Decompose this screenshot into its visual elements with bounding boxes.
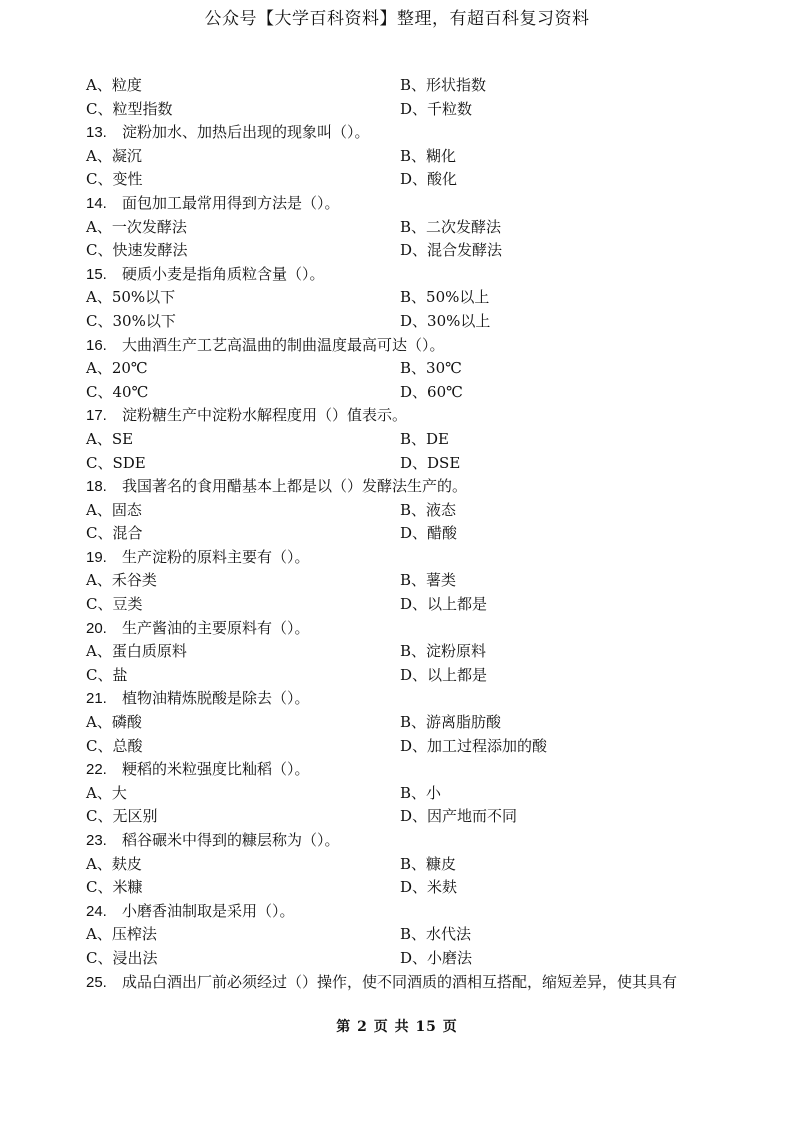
- option: D、DSE: [400, 453, 461, 472]
- option: B、DE: [400, 429, 449, 448]
- option-row: [86, 357, 726, 381]
- option: D、加工过程添加的酸: [400, 736, 548, 755]
- option-row: [86, 923, 726, 947]
- question-number: 15.: [86, 265, 107, 283]
- question-text: 稻谷碾米中得到的糠层称为（）。: [122, 831, 340, 849]
- question: [86, 404, 726, 428]
- option: B、淀粉原料: [400, 642, 487, 661]
- question-number: 18.: [86, 478, 107, 496]
- option-row: [86, 782, 726, 806]
- question: [86, 334, 726, 358]
- question: [86, 192, 726, 216]
- question: [86, 687, 726, 711]
- question-text: 淀粉糖生产中淀粉水解程度用（）值表示。: [122, 406, 408, 425]
- option: A、禾谷类: [86, 571, 157, 590]
- option: B、二次发酵法: [400, 217, 502, 236]
- option: D、酸化: [400, 170, 458, 189]
- option-row: [86, 853, 726, 877]
- question-text: 生产酱油的主要原料有（）。: [122, 618, 310, 637]
- option: A、粒度: [86, 76, 142, 94]
- option: D、醋酸: [400, 524, 458, 543]
- option: C、米糠: [86, 878, 143, 897]
- question: [86, 971, 726, 995]
- question: [86, 758, 726, 782]
- option: D、米麸: [400, 878, 458, 897]
- option: C、盐: [86, 665, 128, 684]
- option: A、压榨法: [86, 925, 157, 944]
- option: A、麸皮: [86, 854, 142, 873]
- option: C、豆类: [86, 595, 143, 614]
- question-text: 植物油精炼脱酸是除去（）。: [122, 689, 310, 708]
- option: B、糠皮: [400, 854, 457, 873]
- option: D、以上都是: [400, 665, 488, 684]
- question-number: 25.: [86, 973, 107, 991]
- option: A、20℃: [86, 359, 148, 378]
- option-row: [86, 711, 726, 735]
- page-footer: 第 2 页 共 15 页: [336, 1019, 458, 1035]
- question-number: 16.: [86, 336, 107, 354]
- option: B、形状指数: [400, 76, 487, 94]
- option-row: [86, 522, 726, 546]
- option: D、因产地而不同: [400, 807, 518, 826]
- question-number: 20.: [86, 619, 107, 637]
- option: C、混合: [86, 524, 143, 543]
- question-number: 23.: [86, 832, 107, 849]
- question: [86, 900, 726, 924]
- question: [86, 475, 726, 499]
- option-row: [86, 569, 726, 593]
- option: B、糊化: [400, 146, 457, 165]
- question: [86, 121, 726, 145]
- option-row: [86, 593, 726, 617]
- option: D、30%以上: [400, 311, 491, 330]
- question: [86, 617, 726, 641]
- option: C、无区别: [86, 807, 158, 826]
- question-number: 17.: [86, 407, 107, 425]
- option: B、水代法: [400, 925, 472, 944]
- option-row: [86, 640, 726, 664]
- option: A、一次发酵法: [86, 217, 187, 236]
- option-row: [86, 98, 726, 122]
- question-list: [86, 74, 726, 994]
- question-text: 小磨香油制取是采用（）。: [122, 901, 295, 920]
- option: D、小磨法: [400, 948, 473, 967]
- question-text: 硬质小麦是指角质粒含量（）。: [122, 264, 325, 283]
- question-text: 大曲酒生产工艺高温曲的制曲温度最高可达（）。: [122, 335, 445, 354]
- option: C、总酸: [86, 736, 143, 755]
- option: C、30%以下: [86, 311, 176, 330]
- question-text: 我国著名的食用醋基本上都是以（）发酵法生产的。: [122, 477, 468, 496]
- question: [86, 546, 726, 570]
- question: [86, 829, 726, 853]
- question-number: 22.: [86, 761, 107, 779]
- option: A、50%以下: [86, 288, 176, 307]
- option: C、变性: [86, 170, 143, 189]
- question-number: 21.: [86, 690, 107, 708]
- option: B、薯类: [400, 571, 457, 590]
- option: B、游离脂肪酸: [400, 713, 502, 732]
- option: A、大: [86, 783, 127, 802]
- option: B、30℃: [400, 359, 462, 378]
- option-row: [86, 452, 726, 476]
- option: D、60℃: [400, 382, 463, 401]
- option: D、以上都是: [400, 595, 488, 614]
- question-text: 面包加工最常用得到方法是（）。: [122, 193, 340, 212]
- question-text: 淀粉加水、加热后出现的现象叫（）。: [122, 123, 370, 142]
- option: D、混合发酵法: [400, 241, 503, 260]
- option-row: [86, 947, 726, 971]
- option-row: [86, 168, 726, 192]
- question-number: 24.: [86, 902, 107, 920]
- option: A、凝沉: [86, 146, 142, 165]
- option-row: [86, 310, 726, 334]
- option-row: [86, 145, 726, 169]
- option: A、磷酸: [86, 713, 142, 732]
- option: C、浸出法: [86, 948, 158, 967]
- option-row: [86, 664, 726, 688]
- option: B、50%以上: [400, 288, 490, 307]
- question-number: 19.: [86, 548, 107, 566]
- option: C、SDE: [86, 453, 146, 472]
- option: C、粒型指数: [86, 99, 173, 118]
- question-text: 粳稻的米粒强度比籼稻（）。: [122, 760, 310, 779]
- option: C、40℃: [86, 382, 149, 401]
- option: C、快速发酵法: [86, 241, 188, 260]
- option-row: [86, 805, 726, 829]
- option-row: [86, 499, 726, 523]
- question-number: 14.: [86, 194, 107, 212]
- option-row: [86, 381, 726, 405]
- option: D、千粒数: [400, 99, 473, 118]
- option-row: [86, 876, 726, 900]
- option: B、液态: [400, 500, 457, 519]
- question-text: 生产淀粉的原料主要有（）。: [122, 547, 310, 566]
- option: A、SE: [86, 429, 134, 448]
- option-row: [86, 286, 726, 310]
- question-number: 13.: [86, 124, 107, 142]
- option-row: [86, 428, 726, 452]
- questions-container: [86, 121, 726, 994]
- question-text: 成品白酒出厂前必须经过（）操作，使不同酒质的酒相互搭配，缩短差异，使其具有: [122, 972, 678, 991]
- option: B、小: [400, 783, 442, 802]
- option: A、固态: [86, 500, 142, 519]
- option-row: [86, 74, 726, 98]
- question: [86, 263, 726, 287]
- option-row: [86, 735, 726, 759]
- option-row: [86, 216, 726, 240]
- option: A、蛋白质原料: [86, 642, 187, 661]
- option-row: [86, 239, 726, 263]
- page-header: 公众号【大学百科资料】整理，有超百科复习资料: [204, 9, 590, 29]
